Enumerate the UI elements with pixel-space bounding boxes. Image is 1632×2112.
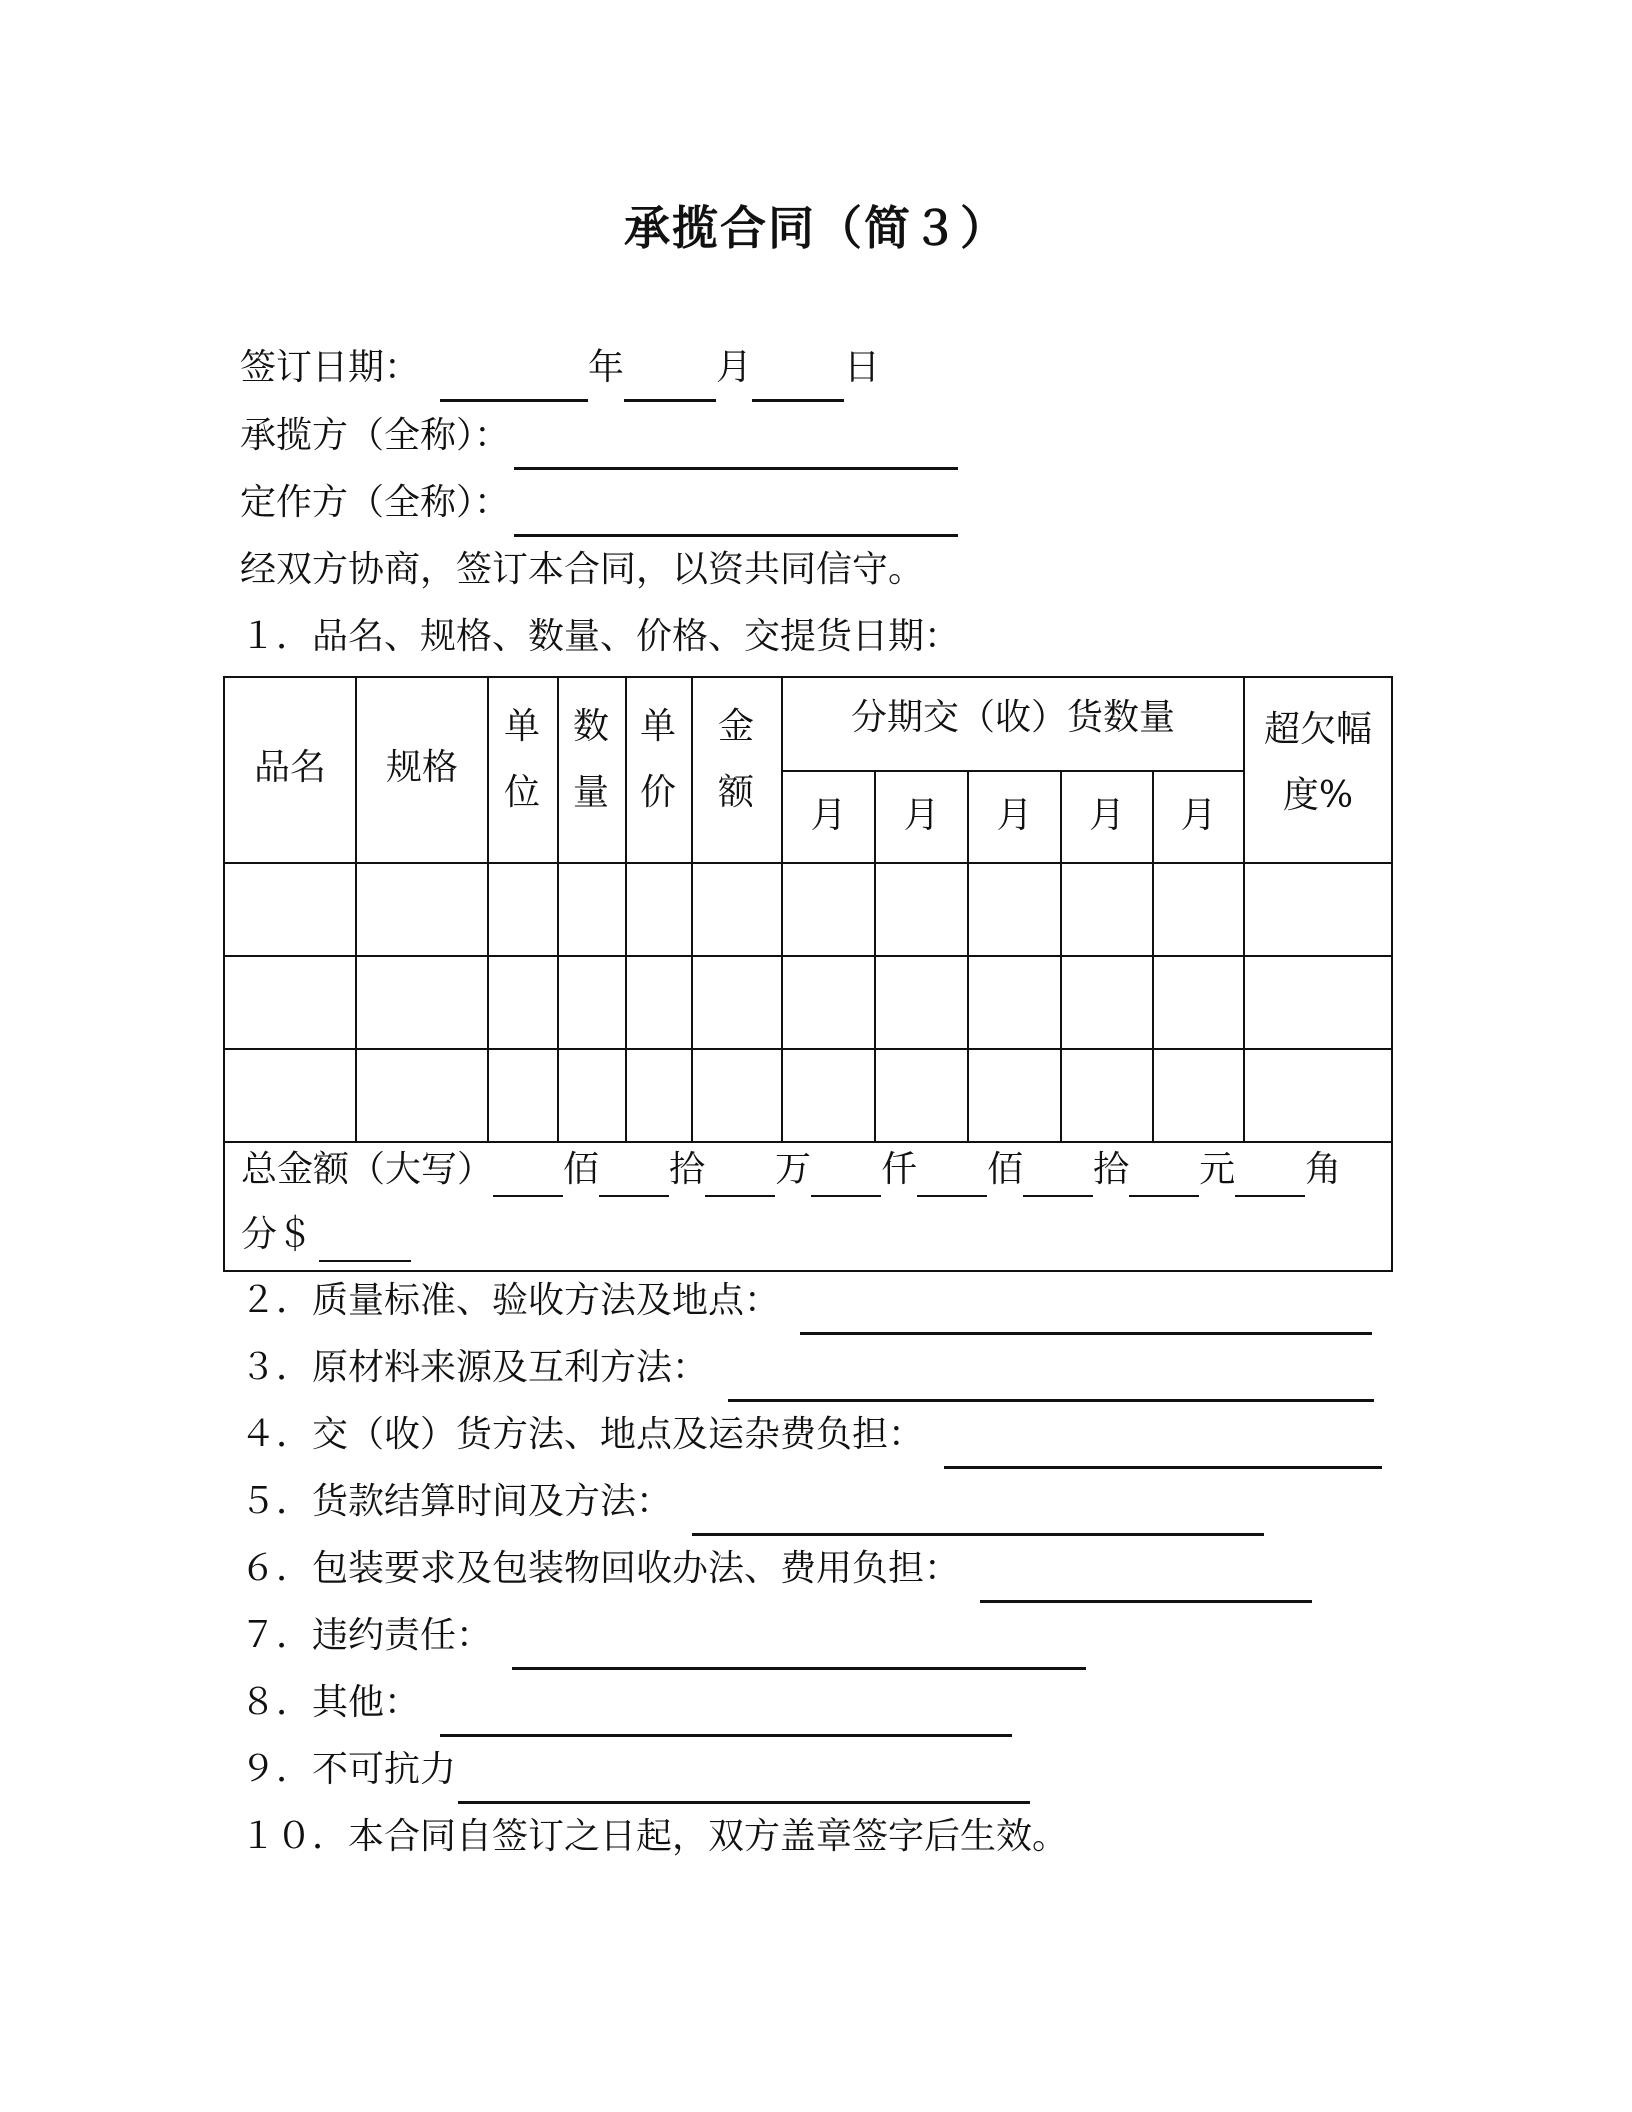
clause-5 <box>240 1478 1264 1526</box>
orderer-line <box>240 479 958 527</box>
col-header-installment: 分期交（收）货数量 <box>850 697 1175 738</box>
clause-7-blank[interactable] <box>512 1627 1086 1670</box>
clause-9-label: ９．不可抗力 <box>240 1749 457 1790</box>
total-prefix: 总金额（大写） <box>241 1149 494 1190</box>
unit-bai: 佰 <box>563 1149 600 1190</box>
clause-4-label: ４．交（收）货方法、地点及运杂费负担： <box>240 1414 925 1455</box>
col-header-amount-1: 金 <box>717 706 754 747</box>
clause-2-blank[interactable] <box>800 1292 1372 1335</box>
col-line <box>691 678 693 1141</box>
total-amount-line <box>241 1147 1341 1193</box>
contractor-blank[interactable] <box>514 427 958 470</box>
unit-jiao: 角 <box>1305 1149 1342 1190</box>
col-line <box>625 678 627 1141</box>
col-header-over-2: 度% <box>1282 775 1354 816</box>
col-header-price-2: 价 <box>639 772 676 813</box>
amount-blank[interactable] <box>1023 1159 1093 1197</box>
clause-6-label: ６．包装要求及包装物回收办法、费用负担： <box>240 1548 961 1589</box>
intro-text: 经双方协商，签订本合同，以资共同信守。 <box>240 549 925 590</box>
clause-9 <box>240 1746 1030 1794</box>
clause-8-label: ８．其他： <box>240 1682 421 1723</box>
amount-blank[interactable] <box>599 1159 669 1197</box>
col-header-over-1: 超欠幅 <box>1263 709 1372 750</box>
clause-3 <box>240 1344 1374 1392</box>
total-line2-label: 分＄ <box>241 1214 314 1255</box>
col-header-name: 品名 <box>253 747 326 788</box>
col-header-spec: 规格 <box>385 747 458 788</box>
sign-date-line <box>240 344 880 392</box>
clause-2 <box>240 1277 1372 1325</box>
clause-2-label: ２．质量标准、验收方法及地点： <box>240 1280 781 1321</box>
year-blank[interactable] <box>440 359 588 402</box>
amount-blank[interactable] <box>705 1159 775 1197</box>
amount-blank[interactable] <box>493 1159 563 1197</box>
clause-4 <box>240 1411 1382 1459</box>
unit-qian: 仟 <box>881 1149 918 1190</box>
clause-5-label: ５．货款结算时间及方法： <box>240 1481 673 1522</box>
month-header: 月 <box>1088 795 1125 836</box>
installment-divider <box>781 770 1243 772</box>
month-header: 月 <box>1180 795 1217 836</box>
month-header: 月 <box>903 795 940 836</box>
clause-4-blank[interactable] <box>944 1426 1382 1469</box>
header-bottom-line <box>225 862 1391 864</box>
clause-8 <box>240 1679 1012 1727</box>
total-amount-line-2 <box>241 1212 411 1258</box>
col-header-qty-2: 量 <box>572 772 609 813</box>
col-line <box>487 678 489 1141</box>
item1-heading: １．品名、规格、数量、价格、交提货日期： <box>240 616 961 657</box>
unit-shi: 拾 <box>669 1149 706 1190</box>
amount-blank[interactable] <box>811 1159 881 1197</box>
unit-shi-2: 拾 <box>1093 1149 1130 1190</box>
contractor-label: 承揽方（全称）： <box>240 415 511 456</box>
month-header: 月 <box>810 795 847 836</box>
clause-10: １０．本合同自签订之日起，双方盖章签字后生效。 <box>240 1816 1069 1857</box>
year-label: 年 <box>588 347 625 388</box>
col-header-unit-2: 位 <box>503 772 540 813</box>
clause-6 <box>240 1545 1312 1593</box>
col-header-unit-1: 单 <box>503 706 540 747</box>
month-header: 月 <box>996 795 1033 836</box>
col-header-qty-1: 数 <box>572 706 609 747</box>
amount-blank[interactable] <box>1235 1159 1305 1197</box>
amount-blank[interactable] <box>917 1159 987 1197</box>
clause-9-blank[interactable] <box>458 1761 1030 1804</box>
row-line <box>225 1048 1391 1050</box>
clause-5-blank[interactable] <box>692 1493 1264 1536</box>
clause-7 <box>240 1612 1086 1660</box>
clause-7-label: ７．违约责任： <box>240 1615 493 1656</box>
clause-3-label: ３．原材料来源及互利方法： <box>240 1347 709 1388</box>
col-line <box>781 678 783 1141</box>
orderer-label: 定作方（全称）： <box>240 482 511 523</box>
goods-table <box>223 676 1393 1272</box>
day-blank[interactable] <box>752 359 844 402</box>
document-title: 承揽合同（简３） <box>624 201 1008 255</box>
clause-3-blank[interactable] <box>728 1359 1374 1402</box>
fen-blank[interactable] <box>319 1224 411 1262</box>
sign-date-label: 签订日期： <box>240 347 421 388</box>
clause-6-blank[interactable] <box>980 1560 1312 1603</box>
clause-8-blank[interactable] <box>440 1694 1012 1737</box>
col-header-amount-2: 额 <box>717 772 754 813</box>
unit-wan: 万 <box>775 1149 812 1190</box>
col-header-price-1: 单 <box>639 706 676 747</box>
row-line <box>225 955 1391 957</box>
unit-yuan: 元 <box>1199 1149 1236 1190</box>
month-label: 月 <box>716 347 753 388</box>
day-label: 日 <box>844 347 881 388</box>
row-line <box>225 1141 1391 1143</box>
contractor-line <box>240 412 958 460</box>
amount-blank[interactable] <box>1129 1159 1199 1197</box>
unit-bai-2: 佰 <box>987 1149 1024 1190</box>
col-line <box>557 678 559 1141</box>
orderer-blank[interactable] <box>514 494 958 537</box>
month-blank[interactable] <box>624 359 716 402</box>
